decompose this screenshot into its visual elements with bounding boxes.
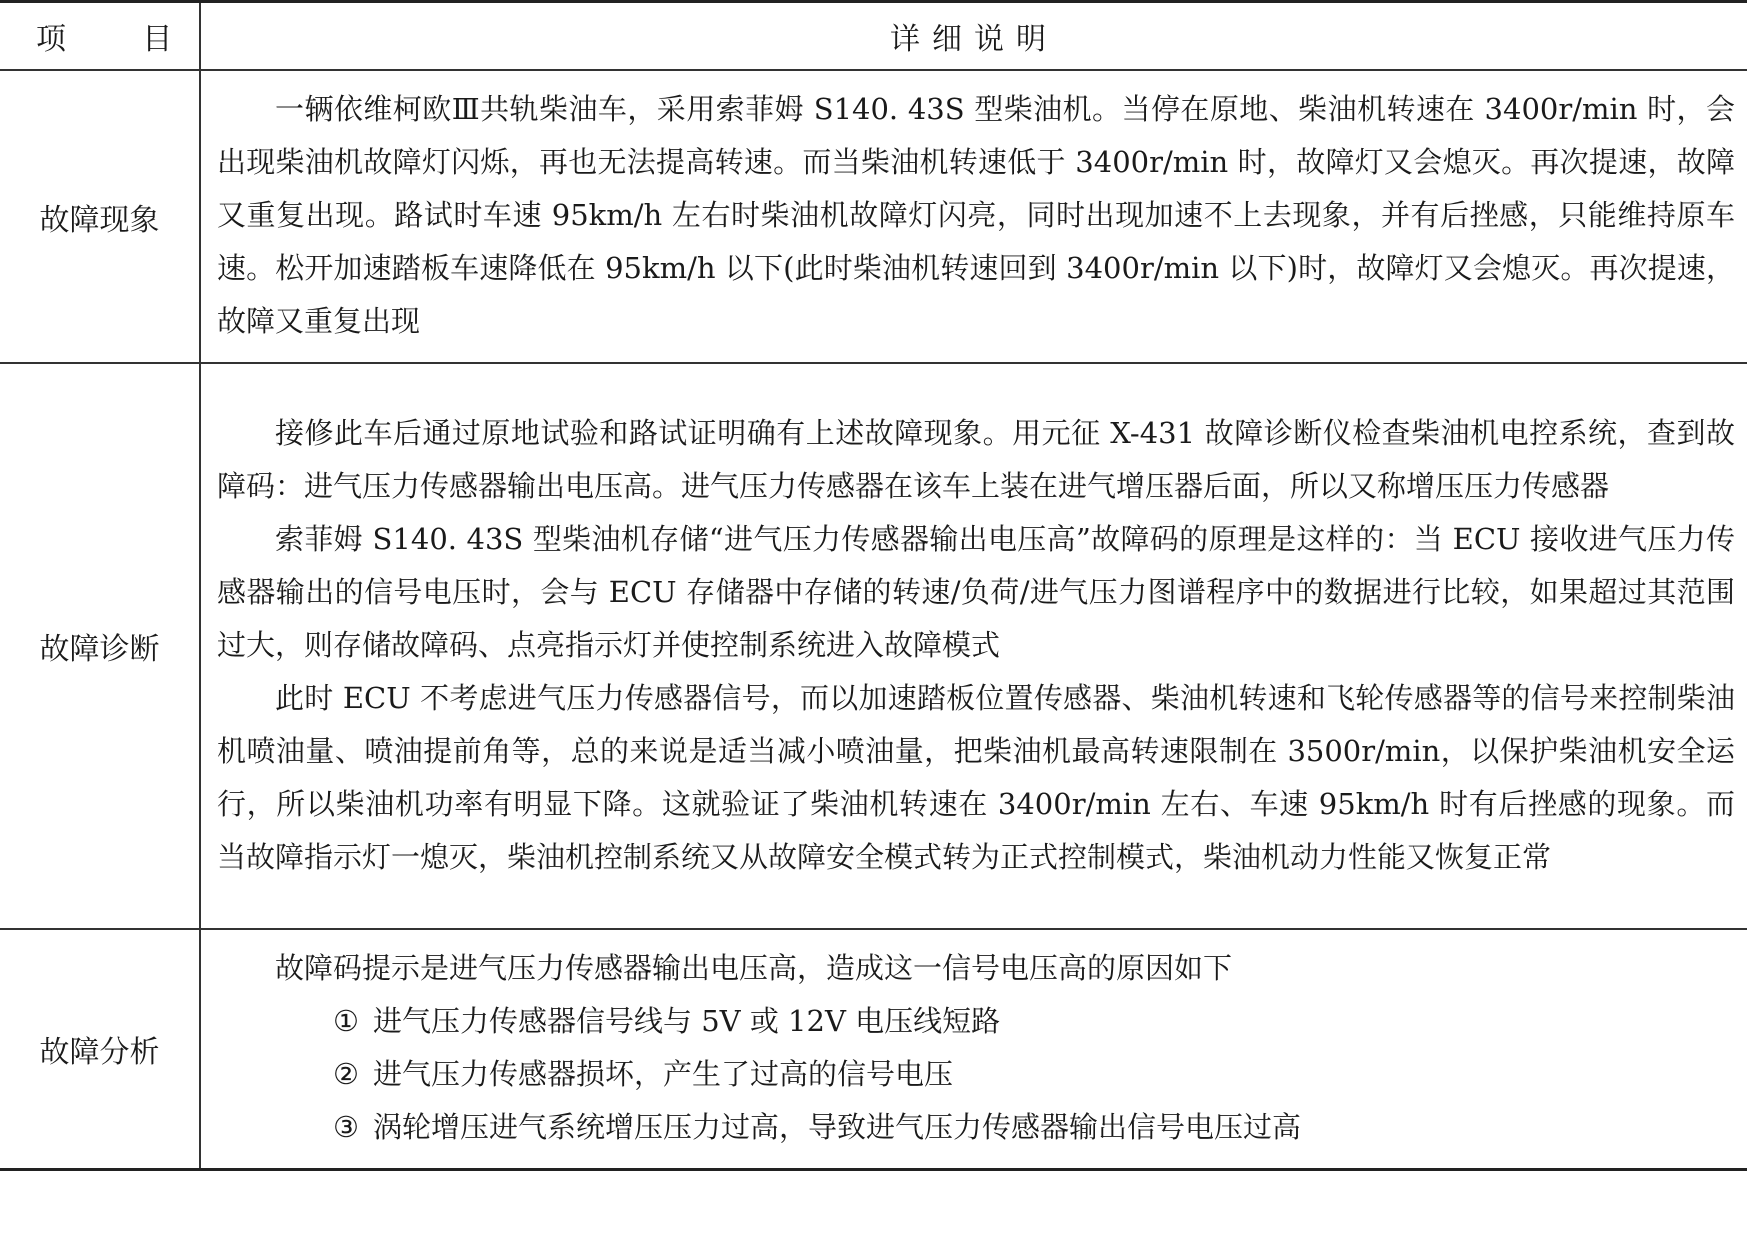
table-row-fault-analysis xyxy=(0,929,1747,1170)
row-content-fault-diagnosis xyxy=(200,363,1747,929)
row-content-fault-symptom xyxy=(200,70,1747,363)
analysis-list-item xyxy=(217,1101,1735,1154)
analysis-list-item xyxy=(217,995,1735,1048)
analysis-list-item xyxy=(217,1048,1735,1101)
table-row-fault-diagnosis xyxy=(0,363,1747,929)
list-item-number: ③ xyxy=(333,1110,359,1144)
diagnosis-paragraph-1: 接修此车后通过原地试验和路试证明确有上述故障现象。用元征 X-431 故障诊断仪检查柴油机电控系统，查到故障码：进气压力传感器输出电压高。进气压力传感器在该车上装在进气增压器后面，所以又称增压压力传感器 xyxy=(217,415,1735,503)
symptom-paragraph: 一辆依维柯欧Ⅲ共轨柴油车，采用索菲姆 S140. 43S 型柴油机。当停在原地、柴油机转速在 3400r/min 时，会出现柴油机故障灯闪烁，再也无法提高转速。而当柴油机转速低于 3400r/min 时，故障灯又会熄灭。再次提速，故障又重复出现。路试时车速 95km/h 左右时柴油机故障灯闪亮，同时出现加速不上去现象，并有后挫感，只能维持原车速。松开加速踏板车速降低在 95km/h 以下(此时柴油机转速回到 3400r/min 以下)时，故障灯又会熄灭。再次提速，故障又重复出现 xyxy=(217,92,1735,338)
header-row xyxy=(0,2,1747,71)
header-item: 项 目 xyxy=(0,2,200,71)
row-label-fault-analysis: 故障分析 xyxy=(0,929,200,1170)
list-item-text: 进气压力传感器损坏，产生了过高的信号电压 xyxy=(373,1057,954,1091)
row-content-fault-analysis xyxy=(200,929,1747,1170)
table-header xyxy=(0,2,1747,71)
list-item-number: ② xyxy=(333,1057,359,1091)
header-detail: 详细说明 xyxy=(200,2,1747,71)
diagnosis-paragraph-2: 索菲姆 S140. 43S 型柴油机存储“进气压力传感器输出电压高”故障码的原理是这样的：当 ECU 接收进气压力传感器输出的信号电压时，会与 ECU 存储器中存储的转速/负荷/进气压力图谱程序中的数据进行比较，如果超过其范围过大，则存储故障码、点亮指示灯并使控制系统进入故障模式 xyxy=(217,521,1735,662)
analysis-intro: 故障码提示是进气压力传感器输出电压高，造成这一信号电压高的原因如下 xyxy=(275,951,1233,985)
row-label-fault-diagnosis: 故障诊断 xyxy=(0,363,200,929)
row-label-fault-symptom: 故障现象 xyxy=(0,70,200,363)
list-item-number: ① xyxy=(333,1004,359,1038)
diagnosis-paragraph-3: 此时 ECU 不考虑进气压力传感器信号，而以加速踏板位置传感器、柴油机转速和飞轮传感器等的信号来控制柴油机喷油量、喷油提前角等，总的来说是适当减小喷油量，把柴油机最高转速限制在 3500r/min，以保护柴油机安全运行，所以柴油机功率有明显下降。这就验证了柴油机转速在 3400r/min 左右、车速 95km/h 时有后挫感的现象。而当故障指示灯一熄灭，柴油机控制系统又从故障安全模式转为正式控制模式，柴油机动力性能又恢复正常 xyxy=(217,680,1735,874)
list-item-text: 进气压力传感器信号线与 5V 或 12V 电压线短路 xyxy=(373,1004,1001,1038)
table-body xyxy=(0,70,1747,1170)
list-item-text: 涡轮增压进气系统增压压力过高，导致进气压力传感器输出信号电压过高 xyxy=(373,1110,1302,1144)
table-row-fault-symptom xyxy=(0,70,1747,363)
